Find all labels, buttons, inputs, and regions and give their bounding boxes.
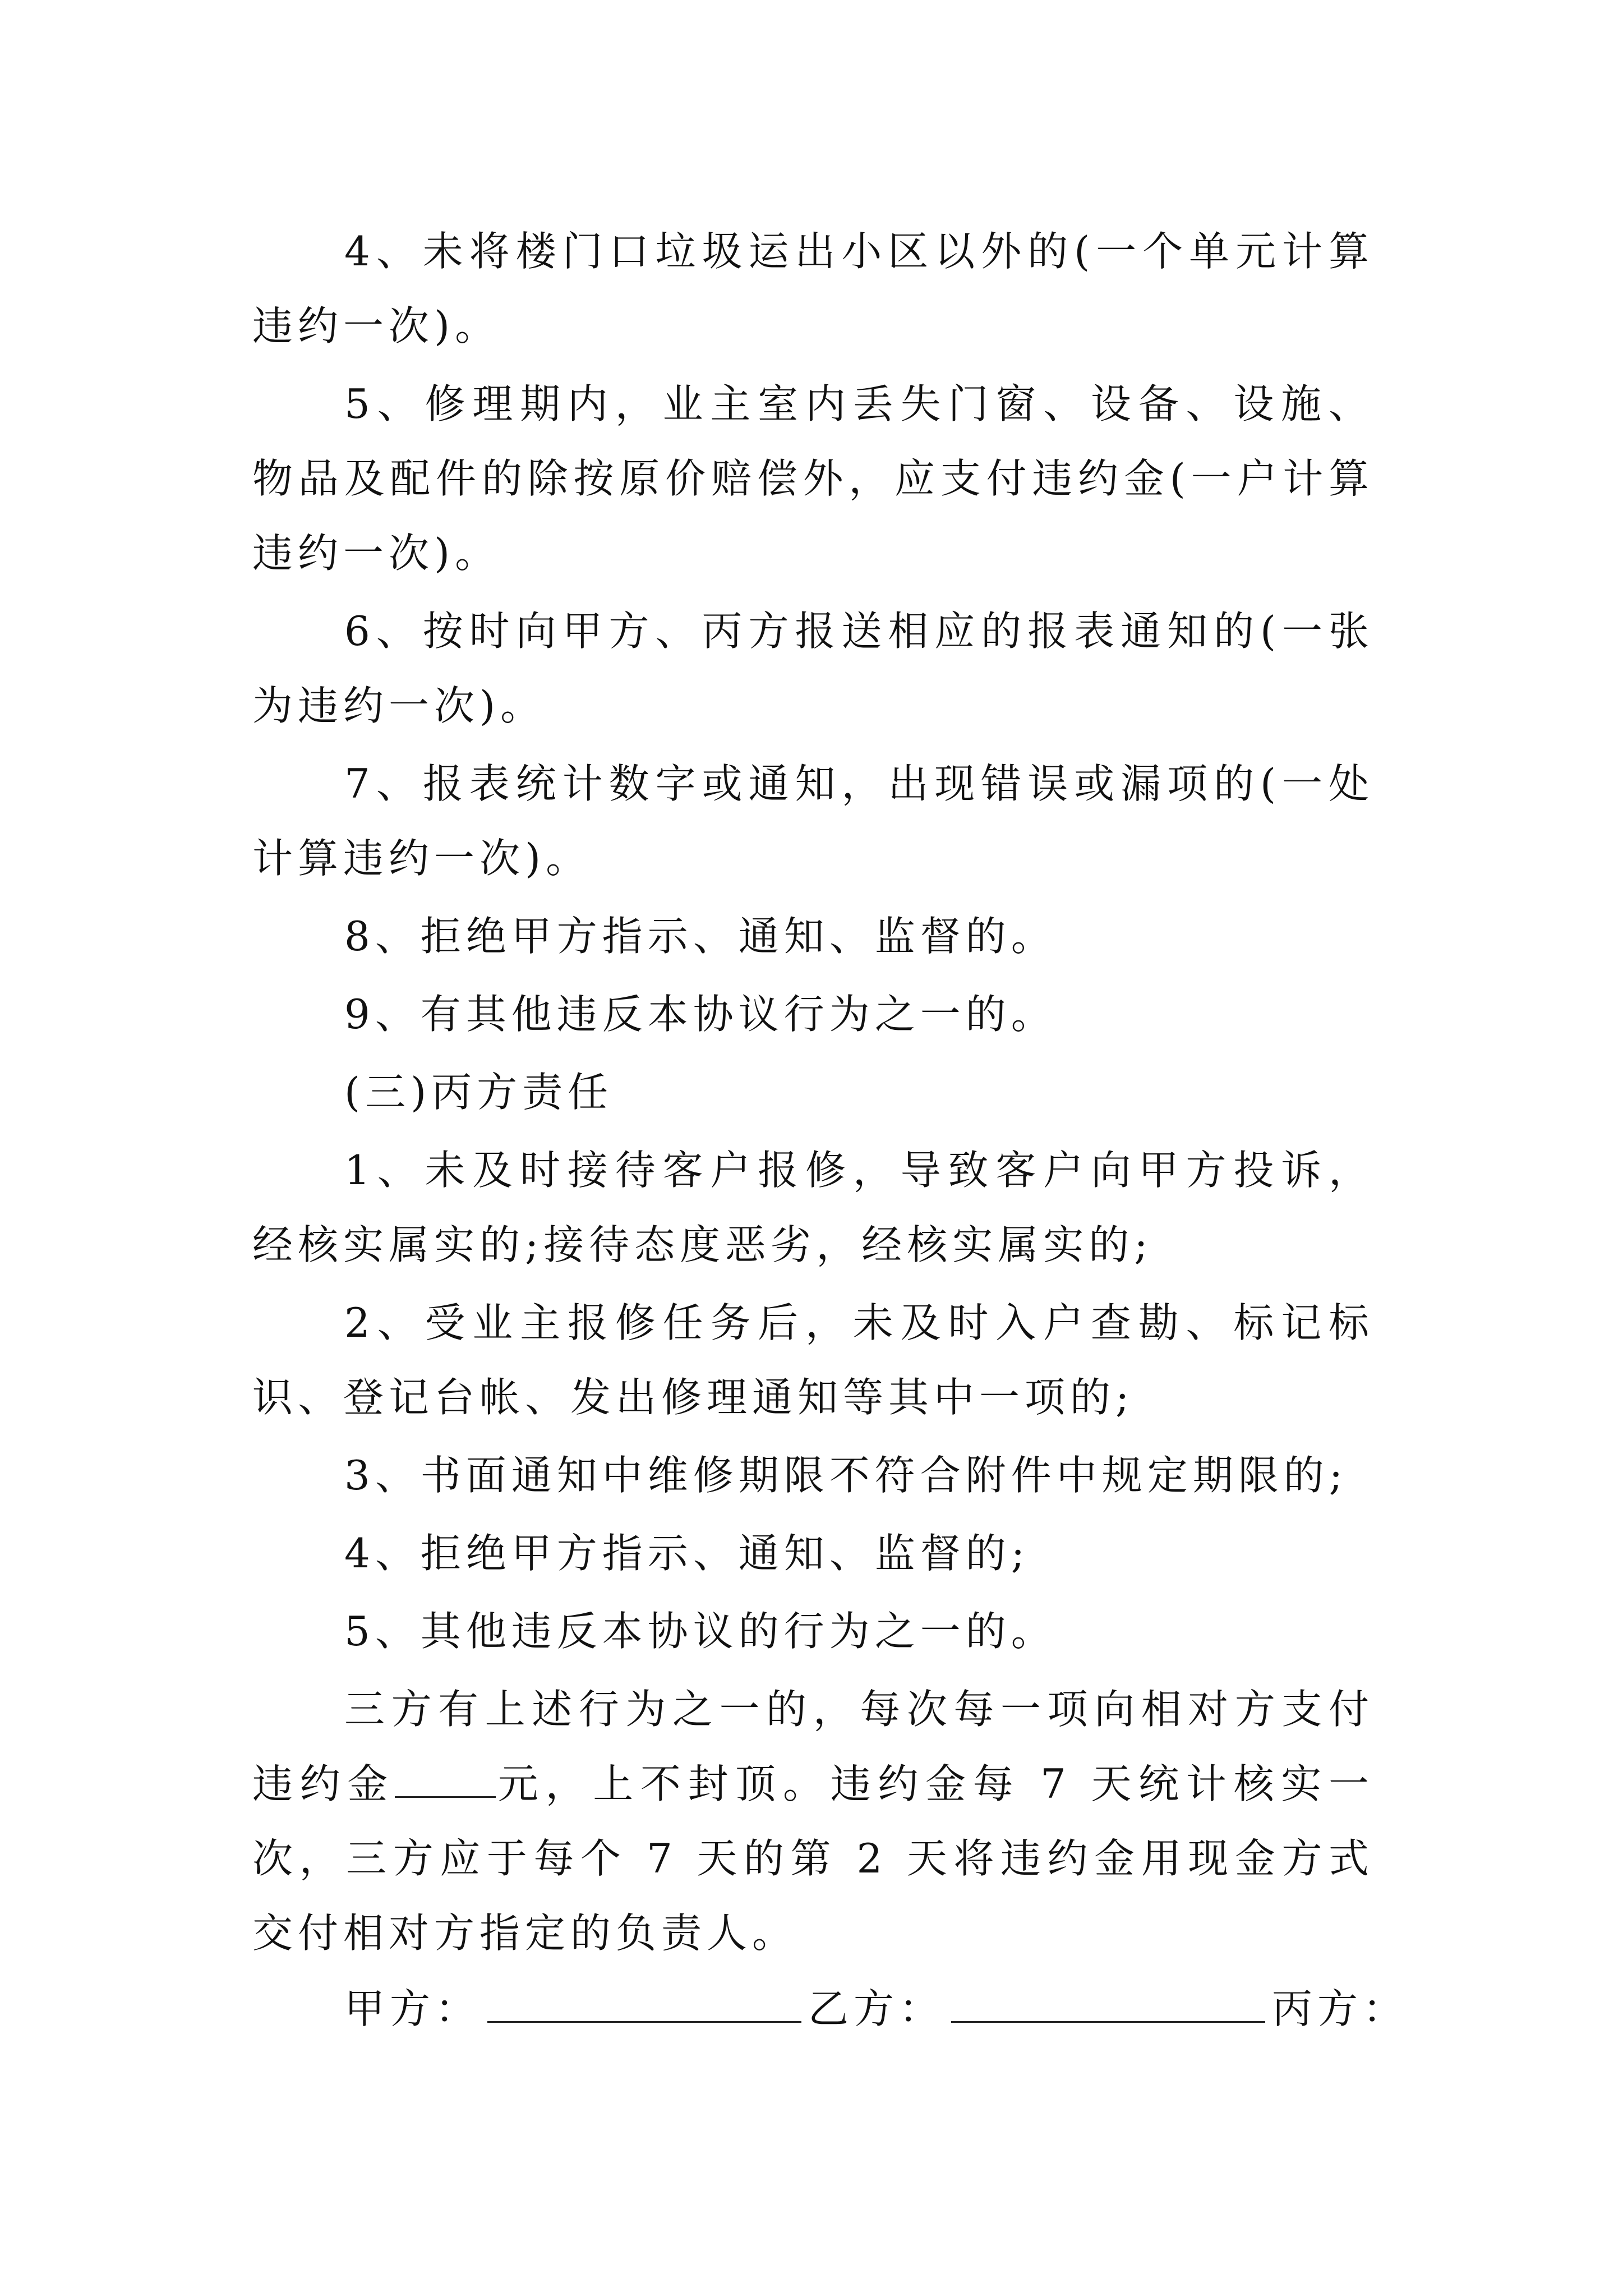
penalty-text-before: 三方有上述行为之一的，每次每一项向相对方支付违约金 — [252, 1686, 1374, 1807]
party-c-clause-4: 4、拒绝甲方指示、通知、监督的; — [344, 1530, 1030, 1577]
penalty-text-after: 元，上不封顶。违约金每 7 天统计核实一次，三方应于每个 7 天的第 2 天将违约金用现金方式交付相对方指定的负责人。 — [252, 1760, 1374, 1957]
party-b-label: 乙方： — [808, 1985, 945, 2032]
signature-line — [344, 1972, 1408, 2046]
party-c-clause-3: 3、书面通知中维修期限不符合附件中规定期限的; — [344, 1452, 1348, 1499]
clause-4-garbage: 4、未将楼门口垃圾运出小区以外的(一个单元计算违约一次)。 — [252, 228, 1374, 349]
document-body — [252, 214, 1374, 1974]
party-c-label: 丙方： — [1272, 1985, 1409, 2032]
party-a-signature-blank — [487, 1989, 801, 2023]
party-c-clause-1: 1、未及时接待客户报修，导致客户向甲方投诉，经核实属实的;接待态度恶劣，经核实属实的; — [252, 1147, 1374, 1268]
party-b-signature-blank — [951, 1989, 1265, 2023]
party-c-clause-5: 5、其他违反本协议的行为之一的。 — [344, 1608, 1057, 1655]
clause-5-lost-items: 5、修理期内，业主室内丢失门窗、设备、设施、物品及配件的除按原价赔偿外，应支付违约金(一户计算违约一次)。 — [252, 380, 1374, 577]
clause-6-reports: 6、按时向甲方、丙方报送相应的报表通知的(一张为违约一次)。 — [252, 608, 1374, 729]
penalty-amount-blank — [395, 1764, 496, 1798]
clause-8-refuse-instructions: 8、拒绝甲方指示、通知、监督的。 — [344, 913, 1057, 960]
clause-7-report-errors: 7、报表统计数字或通知，出现错误或漏项的(一处计算违约一次)。 — [252, 760, 1374, 882]
penalty-paragraph — [252, 1672, 1374, 1971]
section-heading-party-c: (三)丙方责任 — [344, 1069, 614, 1116]
clause-9-other-violations: 9、有其他违反本协议行为之一的。 — [344, 991, 1057, 1038]
party-c-clause-2: 2、受业主报修任务后，未及时入户查勘、标记标识、登记台帐、发出修理通知等其中一项的; — [252, 1299, 1374, 1421]
party-a-label: 甲方： — [344, 1985, 481, 2032]
